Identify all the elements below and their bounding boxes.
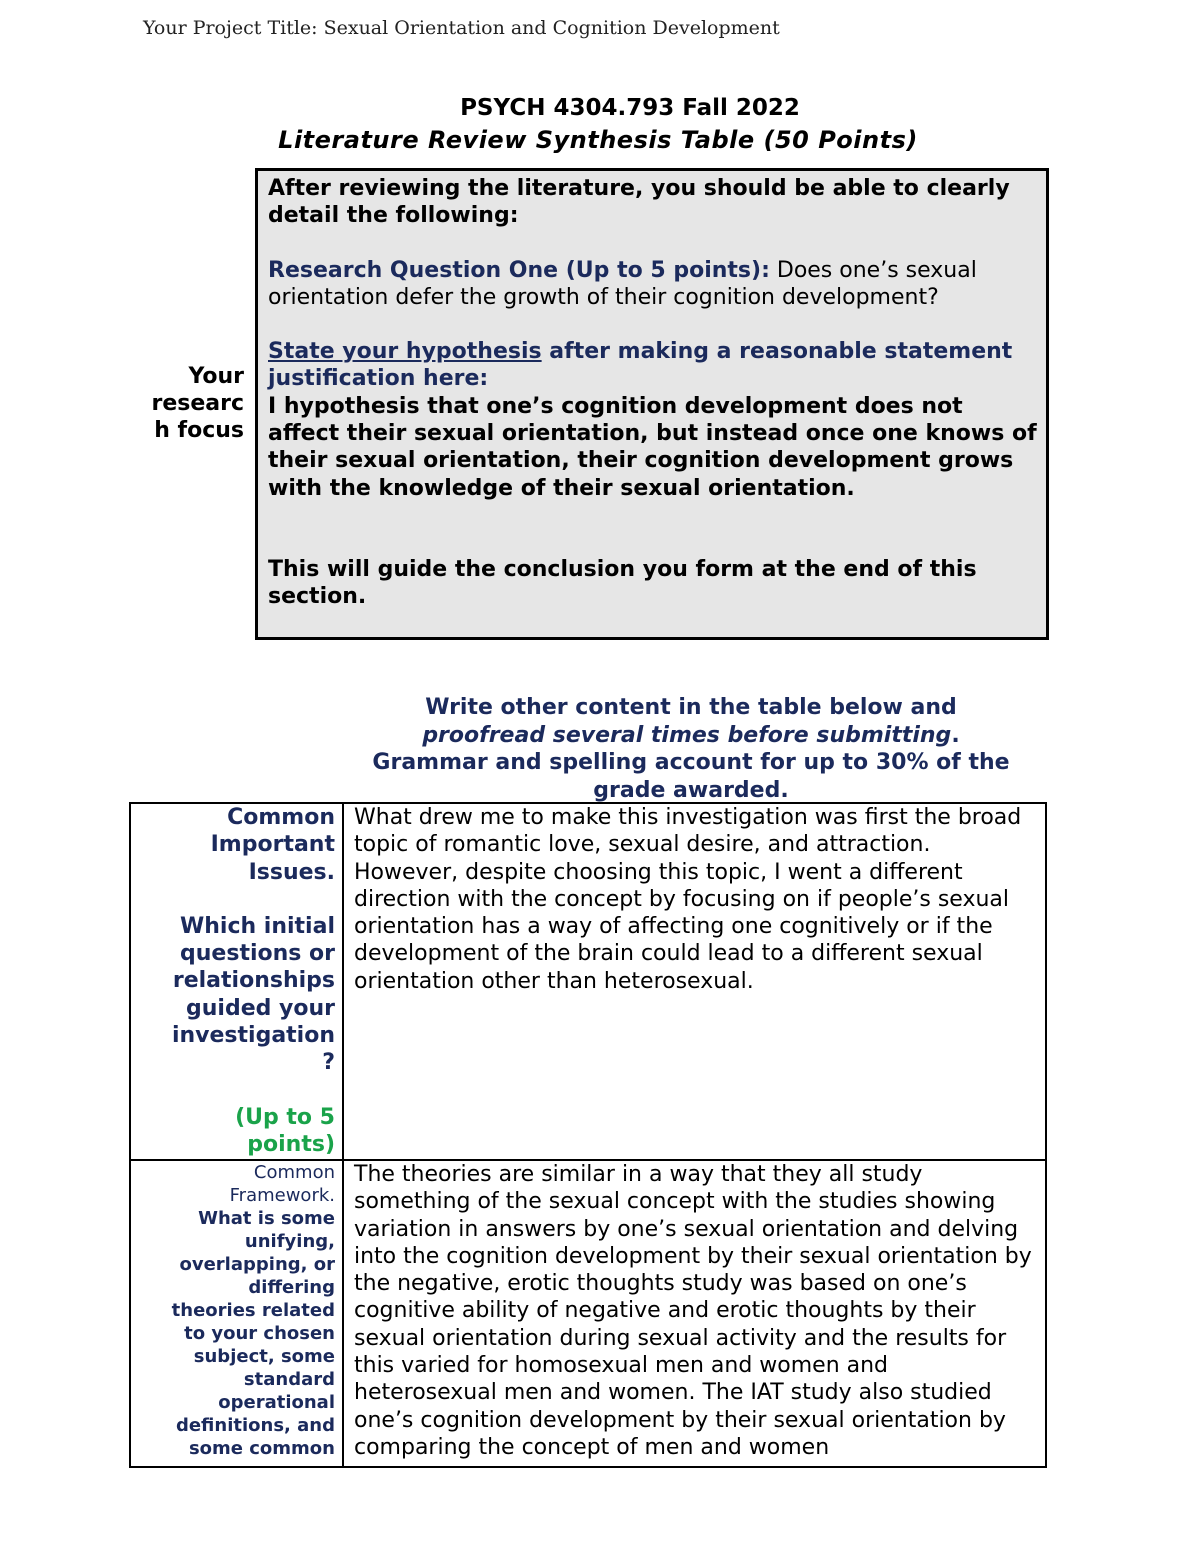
research-question-label: Research Question One (Up to 5 points):	[268, 257, 770, 283]
instructions-italic: proofread several times before submitting	[422, 722, 952, 748]
synthesis-table	[129, 802, 1047, 1468]
points-line: (Up to 5	[235, 1104, 335, 1130]
table-row	[130, 803, 1046, 1160]
label-line: definitions, and	[175, 1415, 335, 1436]
label-line: Which initial	[179, 913, 335, 939]
label-line: guided your	[186, 995, 335, 1021]
label-line: ?	[322, 1050, 335, 1076]
label-line: unifying,	[244, 1231, 335, 1252]
label-line: Issues.	[248, 859, 335, 885]
label-line: standard	[243, 1369, 335, 1390]
table-instructions	[335, 694, 1047, 804]
hypothesis-text: I hypothesis that one’s cognition development does not affect their sexual orientation, but instead once one knows of their sexual orientation, their cognition development grows with the knowledge of their sexual orientation.	[268, 393, 1037, 501]
focus-intro: After reviewing the literature, you should be able to clearly detail the following:	[268, 176, 1010, 229]
table-row	[130, 1160, 1046, 1467]
label-line: investigation	[171, 1023, 335, 1049]
label-line: Framework.	[229, 1185, 335, 1206]
common-framework-label-cell	[130, 1160, 343, 1467]
instructions-period: .	[951, 722, 960, 748]
label-line: Important	[210, 832, 335, 858]
common-framework-response[interactable]: The theories are similar in a way that they all study something of the sexual concept with the studies showing variation in answers by one’s sexual orientation and delving into the cognition development by their sexual orientation by the negative, erotic thoughts study was based on one’s cognitive ability of negative and erotic thoughts by their sexual orientation during sexual activity and the results for this varied for homosexual men and women and heterosexual men and women. The IAT study also studied one’s cognition development by their sexual orientation by comparing the concept of men and women	[343, 1160, 1046, 1467]
label-line: operational	[218, 1392, 335, 1413]
focus-label-line: h focus	[154, 418, 244, 443]
label-line: relationships	[172, 968, 335, 994]
focus-label-line: Your	[188, 364, 244, 389]
label-line: questions or	[180, 941, 335, 967]
label-line: some common	[188, 1438, 335, 1459]
label-line: overlapping, or	[179, 1254, 335, 1275]
research-focus-box	[255, 168, 1049, 640]
instructions-line-2	[335, 722, 1047, 750]
instructions-line-3: Grammar and spelling account for up to 30% of the grade awarded.	[372, 750, 1010, 803]
document-subtitle: Literature Review Synthesis Table (50 Points)	[278, 126, 918, 154]
instructions-line-1: Write other content in the table below and	[425, 695, 957, 720]
research-focus-label	[140, 363, 244, 444]
project-title-header: Your Project Title: Sexual Orientation and Cognition Development	[143, 17, 780, 39]
label-line: What is some	[198, 1208, 335, 1229]
hypothesis-prompt	[268, 338, 1038, 393]
label-line: Common	[253, 1162, 335, 1183]
research-question	[268, 257, 1038, 312]
label-line: theories related	[171, 1300, 335, 1321]
common-issues-label-cell	[130, 803, 343, 1160]
label-line: differing	[248, 1277, 335, 1298]
points-line: points)	[247, 1131, 335, 1157]
hypothesis-prompt-rest: after making a reasonable statement justification here:	[268, 339, 1013, 392]
focus-label-line: researc	[151, 391, 244, 416]
guide-note: This will guide the conclusion you form at the end of this section.	[268, 556, 977, 610]
label-line: Common	[227, 805, 335, 830]
common-issues-response[interactable]: What drew me to make this investigation was first the broad topic of romantic love, sexual desire, and attraction. However, despite choosing this topic, I went a different direction with the concept by focusing on if people’s sexual orientation has a way of affecting one cognitively or if the development of the brain could lead to a different sexual orientation other than heterosexual.	[343, 803, 1046, 1160]
label-line: subject, some	[193, 1346, 335, 1367]
research-focus-content	[268, 175, 1038, 611]
course-title: PSYCH 4304.793 Fall 2022	[460, 95, 800, 121]
research-question-text: Does one’s sexual orientation defer the growth of their cognition development?	[268, 257, 977, 310]
label-line: to your chosen	[184, 1323, 335, 1344]
hypothesis-link[interactable]: State your hypothesis	[268, 339, 542, 365]
